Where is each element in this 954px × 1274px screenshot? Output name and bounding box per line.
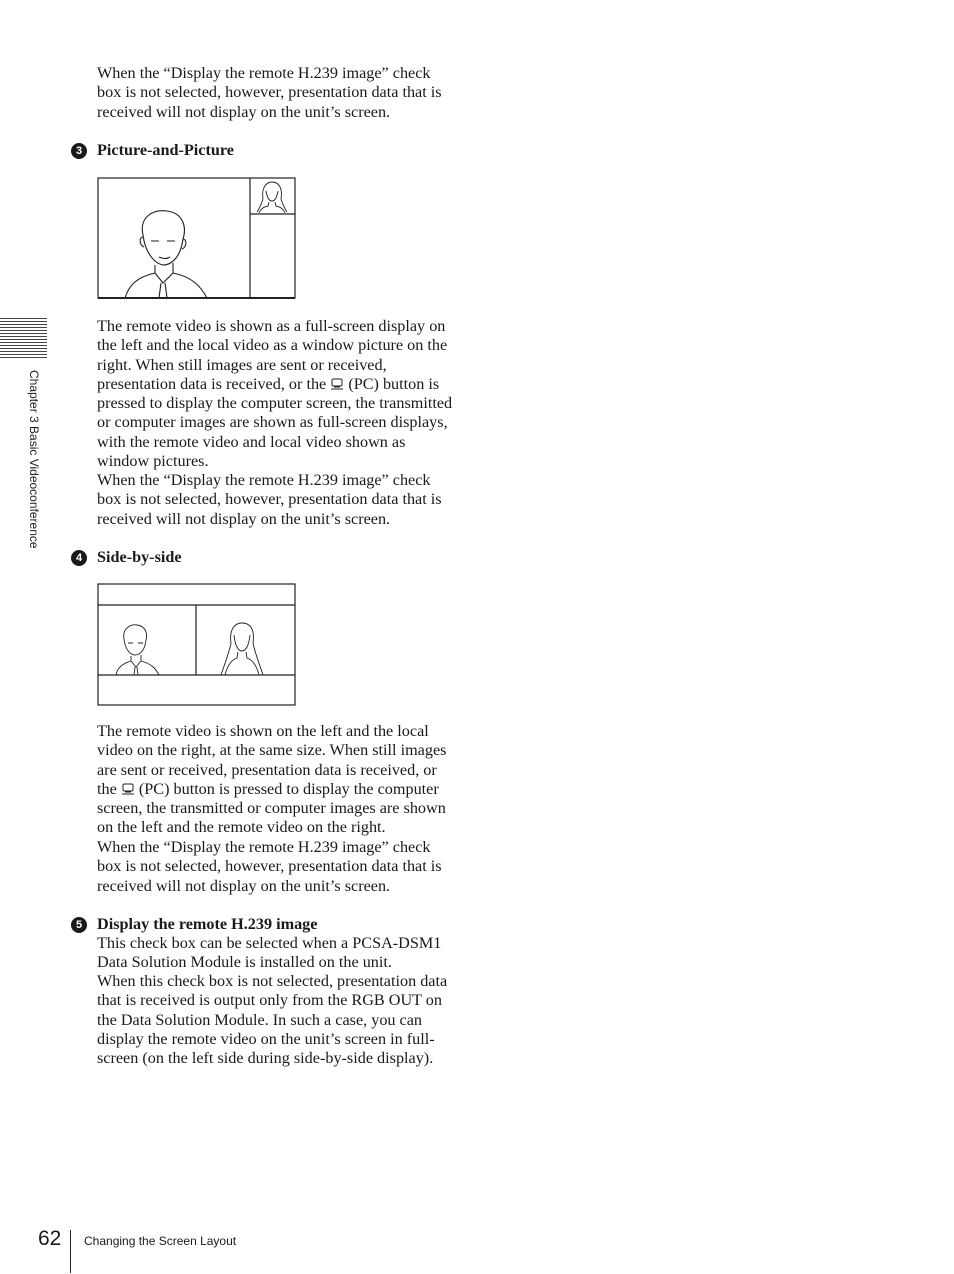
chapter-tab-marker (0, 318, 47, 360)
section-title: Picture-and-Picture (97, 141, 234, 159)
section-title: Side-by-side (97, 548, 182, 566)
section-number-badge: 4 (71, 550, 87, 566)
picture-and-picture-illustration (97, 177, 297, 301)
intro-paragraph: When the “Display the remote H.239 image” check box is not selected, however, presentation data that is received will not display on the unit’s screen. (97, 64, 442, 121)
section-note-display-remote-h239: When this check box is not selected, presentation data that is received is output only from the RGB OUT on the Data Solution Module. In such a case, you can display the remote video on the unit’s screen in full- screen (on the left side during side-by-side display). (97, 972, 448, 1068)
section-number-badge: 3 (71, 143, 87, 159)
section-body-picture-and-picture: The remote video is shown as a full-screen display on the left and the local video as a window picture on the right. When still images are sent or received, presentation data is received, or the (PC) button is pressed to display the computer screen, the transmitted or computer images are shown as full-screen displays, with the remote video and local video shown as window pictures. (97, 317, 453, 471)
page-number: 62 (38, 1227, 62, 1250)
section-number-badge: 5 (71, 917, 87, 933)
section-body-side-by-side: The remote video is shown on the left and the local video on the right, at the same size. When still images are sent or received, presentation data is received, or the (PC) button is pressed to display the computer screen, the transmitted or computer images are shown on the left and the remote video on the right. (97, 722, 447, 837)
pc-monitor-icon (121, 783, 135, 795)
section-note-side-by-side: When the “Display the remote H.239 image” check box is not selected, however, presentation data that is received will not display on the unit’s screen. (97, 838, 442, 895)
section-heading-display-remote-h239 (71, 915, 317, 934)
section-note-picture-and-picture: When the “Display the remote H.239 image” check box is not selected, however, presentation data that is received will not display on the unit’s screen. (97, 471, 442, 528)
section-heading-side-by-side (71, 548, 182, 567)
chapter-side-label: Chapter 3 Basic Videoconference (27, 370, 41, 549)
footer-divider (70, 1230, 71, 1273)
section-title: Display the remote H.239 image (97, 915, 318, 933)
side-by-side-illustration (97, 583, 297, 707)
section-heading-picture-and-picture (71, 141, 234, 160)
section-body-display-remote-h239: This check box can be selected when a PCSA-DSM1 Data Solution Module is installed on the unit. (97, 934, 442, 972)
footer-section-title: Changing the Screen Layout (84, 1234, 237, 1248)
pc-monitor-icon (330, 378, 344, 390)
